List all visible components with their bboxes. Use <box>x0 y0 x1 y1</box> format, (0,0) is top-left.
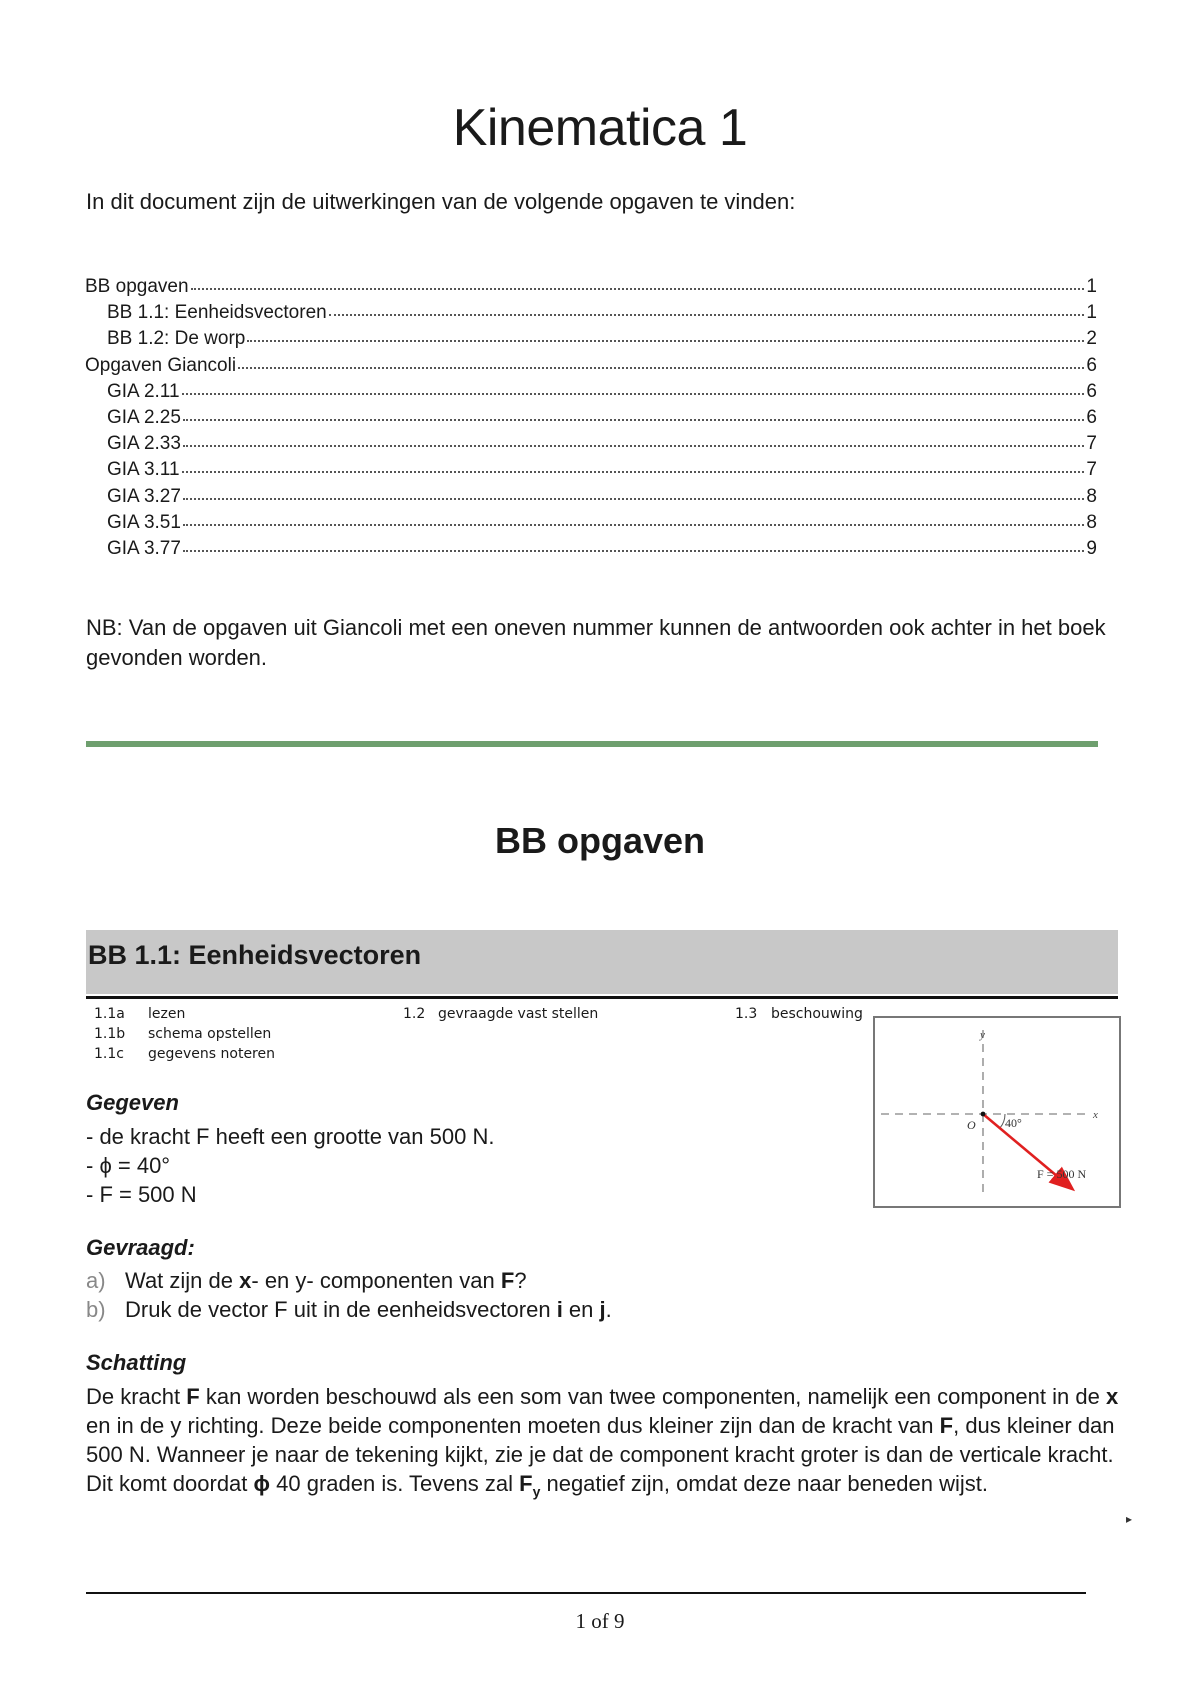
toc-entry[interactable] <box>85 326 1097 352</box>
given-list <box>86 1122 494 1209</box>
toc-leader-dots <box>247 324 1084 342</box>
estimate-paragraph: De kracht F kan worden beschouwd als een som van twee componenten, namelijk een component in de x en in de y richting. Deze beide componenten moeten dus kleiner zijn dan de kracht van F, dus kleiner dan 500 N. Wanneer je naar de tekening kijkt, zie je dat de component kracht groter is dan de verticale kracht. Dit komt doordat ϕ 40 graden is. Tevens zal $F_y$ negatief zijn, omdat deze naar beneden wijst. <box>86 1384 1119 1500</box>
step-number: 1.1b <box>94 1026 126 1042</box>
toc-leader-dots <box>329 298 1085 316</box>
section-heading: BB opgaven <box>494 820 706 861</box>
footer-rule <box>86 1592 1086 1594</box>
toc-entry[interactable] <box>85 300 1097 326</box>
given-item: - de kracht F heeft een grootte van 500 N. <box>86 1124 495 1149</box>
toc-entry[interactable] <box>85 405 1097 431</box>
x-axis-label: x <box>1093 1109 1098 1121</box>
toc-entry-title: GIA 3.27 <box>107 485 181 507</box>
y-axis-label: y <box>980 1029 985 1041</box>
note-text: NB: Van de opgaven uit Giancoli met een oneven nummer kunnen de antwoorden ook achter in het boek gevonden worden. <box>86 615 1106 670</box>
steps-column-1 <box>94 1006 275 1066</box>
page-number: 1 of 9 <box>575 1609 625 1633</box>
force-label: F = 500 N <box>1037 1167 1087 1181</box>
toc-leader-dots <box>191 272 1085 290</box>
toc-leader-dots <box>183 482 1084 500</box>
subsection-rule <box>86 996 1118 999</box>
toc-entry-page: 7 <box>1086 433 1097 455</box>
subsection-heading: BB 1.1: Eenheidsvectoren <box>88 940 422 970</box>
asked-item <box>86 1295 612 1324</box>
given-heading: Gegeven <box>86 1090 179 1115</box>
step-item <box>735 1006 863 1026</box>
given-item: - ϕ = 40° <box>86 1153 171 1178</box>
toc-entry-page: 7 <box>1086 459 1097 481</box>
toc-entry-title: GIA 2.33 <box>107 433 181 455</box>
step-number: 1.1c <box>94 1046 124 1062</box>
toc-entry-title: GIA 2.25 <box>107 406 181 428</box>
asked-letter: a) <box>86 1268 106 1293</box>
toc-entry-title: GIA 2.11 <box>107 380 180 402</box>
toc-entry-title: GIA 3.51 <box>107 511 181 533</box>
toc-entry-title: BB opgaven <box>85 276 189 297</box>
toc-entry-title: GIA 3.11 <box>107 459 180 481</box>
section-divider <box>86 741 1098 747</box>
toc-entry[interactable] <box>85 431 1097 457</box>
step-item <box>94 1006 275 1026</box>
toc-entry-page: 8 <box>1086 511 1097 533</box>
toc-leader-dots <box>183 429 1084 447</box>
table-of-contents <box>85 274 1097 562</box>
intro-text: In dit document zijn de uitwerkingen van de volgende opgaven te vinden: <box>86 189 796 214</box>
toc-entry-page: 1 <box>1086 276 1097 297</box>
step-item <box>94 1026 275 1046</box>
step-item <box>403 1006 598 1026</box>
toc-entry-title: BB 1.1: Eenheidsvectoren <box>107 302 327 324</box>
step-number: 1.3 <box>735 1006 758 1022</box>
toc-entry-page: 2 <box>1086 328 1097 350</box>
toc-entry-title: Opgaven Giancoli <box>85 354 237 376</box>
toc-entry-page: 6 <box>1086 354 1097 376</box>
toc-entry[interactable] <box>85 274 1097 300</box>
step-label: lezen <box>148 1006 186 1022</box>
step-number: 1.2 <box>403 1006 426 1022</box>
toc-entry-page: 6 <box>1086 406 1097 428</box>
toc-leader-dots <box>183 534 1084 552</box>
toc-leader-dots <box>183 508 1084 526</box>
step-label: beschouwing <box>771 1006 863 1022</box>
given-item: - F = 500 N <box>86 1182 197 1207</box>
asked-letter: b) <box>86 1297 106 1322</box>
toc-leader-dots <box>183 403 1084 421</box>
toc-entry-page: 9 <box>1086 537 1097 559</box>
asked-item <box>86 1266 612 1295</box>
asked-text: Wat zijn de x- en y- componenten van F? <box>125 1268 527 1293</box>
toc-entry-title: BB 1.2: De worp <box>107 328 246 350</box>
origin-label: O <box>967 1118 976 1132</box>
origin-point <box>981 1112 986 1117</box>
document-title: Kinematica 1 <box>452 99 748 157</box>
toc-entry[interactable] <box>85 457 1097 483</box>
angle-label: 40° <box>1005 1116 1022 1130</box>
step-label: gegevens noteren <box>148 1046 275 1062</box>
toc-entry-title: GIA 3.77 <box>107 537 181 559</box>
toc-entry[interactable] <box>85 379 1097 405</box>
step-label: gevraagde vast stellen <box>438 1006 599 1022</box>
step-label: schema opstellen <box>148 1026 272 1042</box>
steps-column-2 <box>403 1006 598 1026</box>
toc-entry[interactable] <box>85 536 1097 562</box>
force-vector-figure <box>873 1016 1121 1208</box>
toc-leader-dots <box>182 377 1085 395</box>
asked-text: Druk de vector F uit in de eenheidsvectoren i en j. <box>125 1297 612 1322</box>
margin-mark-icon: ▸ <box>1126 1512 1133 1526</box>
vector-diagram <box>875 1018 1119 1206</box>
toc-entry-page: 8 <box>1086 485 1097 507</box>
toc-entry[interactable] <box>85 484 1097 510</box>
step-item <box>94 1046 275 1066</box>
step-number: 1.1a <box>94 1006 125 1022</box>
toc-entry[interactable] <box>85 353 1097 379</box>
toc-leader-dots <box>182 455 1085 473</box>
asked-heading: Gevraagd: <box>86 1235 195 1260</box>
toc-leader-dots <box>238 351 1084 369</box>
steps-column-3 <box>735 1006 863 1026</box>
toc-entry-page: 1 <box>1086 302 1097 324</box>
toc-entry[interactable] <box>85 510 1097 536</box>
toc-entry-page: 6 <box>1086 380 1097 402</box>
asked-list <box>86 1266 612 1324</box>
estimate-heading: Schatting <box>86 1350 187 1375</box>
